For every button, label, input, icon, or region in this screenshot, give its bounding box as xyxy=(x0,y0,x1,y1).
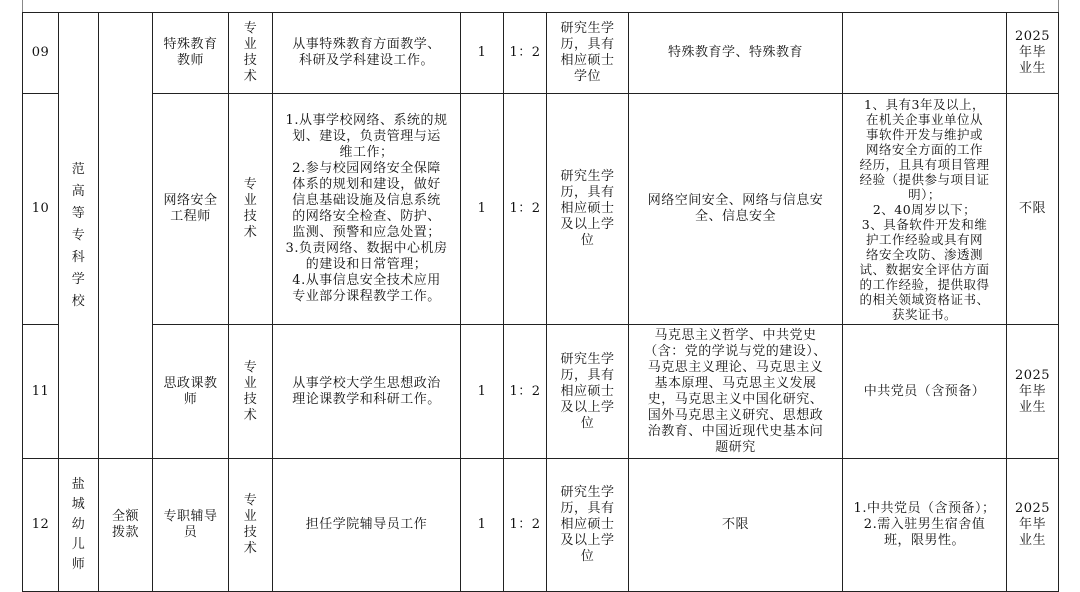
funding-cell xyxy=(99,13,153,459)
ratio: 1：2 xyxy=(504,325,547,459)
unit-cell xyxy=(59,13,99,459)
education-requirement: 研究生学 历，具有 相应硕士 及以上学 位 xyxy=(547,459,629,592)
post-category: 专 业 技 术 xyxy=(229,13,273,94)
row-number: 10 xyxy=(23,94,59,325)
job-duties: 担任学院辅导员工作 xyxy=(273,459,461,592)
row-number: 12 xyxy=(23,459,59,592)
post-category: 专 业 技 术 xyxy=(229,459,273,592)
recruit-count: 1 xyxy=(461,13,504,94)
row-number: 09 xyxy=(23,13,59,94)
target-group: 2025 年毕 业生 xyxy=(1007,459,1059,592)
ratio: 1：2 xyxy=(504,459,547,592)
recruit-count: 1 xyxy=(461,325,504,459)
education-requirement: 研究生学 历，具有 相应硕士 及以上学 位 xyxy=(547,94,629,325)
major-requirement: 特殊教育学、特殊教育 xyxy=(629,13,843,94)
recruitment-table xyxy=(22,12,1059,592)
unit-cell xyxy=(59,459,99,592)
post-name: 特殊教育 教师 xyxy=(153,13,229,94)
table-row xyxy=(23,94,1059,325)
unit-name: 盐 城 幼 儿 师 xyxy=(71,477,86,572)
major-requirement: 马克思主义哲学、中共党史 （含：党的学说与党的建设）、 马克思主义理论、马克思主义 基本原理、马克思主义发展 史，马克思主义中国化研究、 国外马克思主义研究、思想政 治教育、中国近现代史基本问 题研究 xyxy=(629,325,843,459)
post-name: 专职辅导 员 xyxy=(153,459,229,592)
unit-name: 范 高 等 专 科 学 校 xyxy=(71,161,86,309)
job-duties: 从事特殊教育方面教学、 科研及学科建设工作。 xyxy=(273,13,461,94)
table-row xyxy=(23,459,1059,592)
other-requirement: 1、具有3年及以上， 在机关企事业单位从 事软件开发与维护或 网络安全方面的工作 经历，且具有项目管理 经验（提供参与项目证 明）； 2、40周岁以下； 3、具备软件开发和维 护工作经验或具有网 络安全攻防、渗透测 试、数据安全评估方面 的工作经验，提供取得 的相关领域资格证书、 获奖证书。 xyxy=(843,94,1007,325)
recruit-count: 1 xyxy=(461,94,504,325)
post-category: 专 业 技 术 xyxy=(229,94,273,325)
ratio: 1：2 xyxy=(504,94,547,325)
target-group: 2025 年毕 业生 xyxy=(1007,13,1059,94)
target-group: 不限 xyxy=(1007,94,1059,325)
target-group: 2025 年毕 业生 xyxy=(1007,325,1059,459)
major-requirement: 网络空间安全、网络与信息安 全、信息安全 xyxy=(629,94,843,325)
recruit-count: 1 xyxy=(461,459,504,592)
post-name: 网络安全 工程师 xyxy=(153,94,229,325)
ratio: 1：2 xyxy=(504,13,547,94)
post-category: 专 业 技 术 xyxy=(229,325,273,459)
education-requirement: 研究生学 历，具有 相应硕士 及以上学 位 xyxy=(547,325,629,459)
job-duties: 从事学校大学生思想政治 理论课教学和科研工作。 xyxy=(273,325,461,459)
row-number: 11 xyxy=(23,325,59,459)
funding-type: 全额 拨款 xyxy=(99,459,153,592)
job-duties: 1.从事学校网络、系统的规 划、建设，负责管理与运 维工作； 2.参与校园网络安全保障 体系的规划和建设，做好 信息基础设施及信息系统 的网络安全检查、防护、 监测、预警和应急处置； 3.负责网络、数据中心机房 的建设和日常管理； 4.从事信息安全技术应用 专业部分课程教学工作。 xyxy=(273,94,461,325)
other-requirement: 1.中共党员（含预备）； 2.需入驻男生宿舍值 班，限男性。 xyxy=(843,459,1007,592)
table-row xyxy=(23,13,1059,94)
post-name: 思政课教 师 xyxy=(153,325,229,459)
table-row xyxy=(23,325,1059,459)
other-requirement xyxy=(843,13,1007,94)
education-requirement: 研究生学 历，具有 相应硕士 学位 xyxy=(547,13,629,94)
other-requirement: 中共党员（含预备） xyxy=(843,325,1007,459)
major-requirement: 不限 xyxy=(629,459,843,592)
